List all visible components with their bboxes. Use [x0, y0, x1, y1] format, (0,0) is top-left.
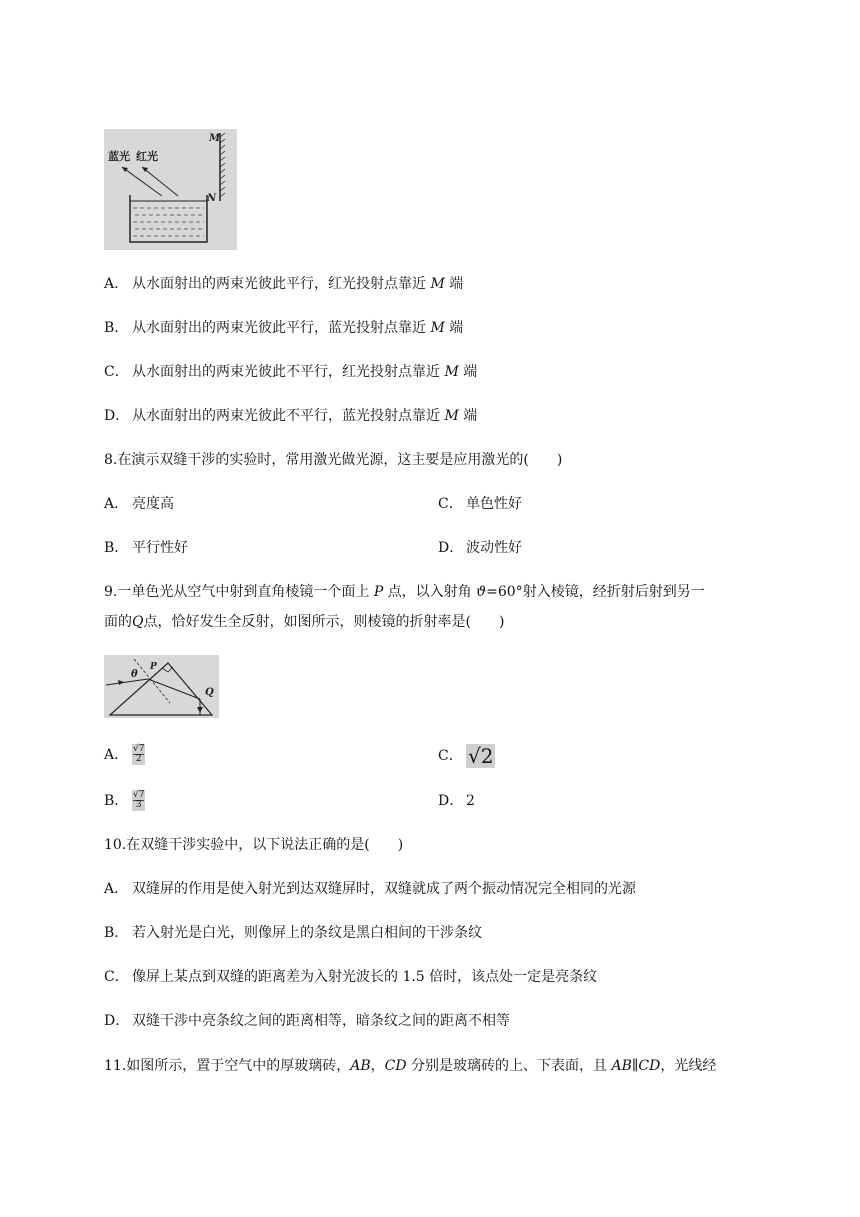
prism-diagram: [104, 655, 219, 718]
option-letter: B．: [104, 925, 129, 941]
refracted-ray: [148, 679, 200, 699]
variable-P: P: [373, 584, 384, 600]
segment-CD: CD: [638, 1058, 661, 1074]
q11-comma: ，: [370, 1058, 385, 1074]
segment-CD: CD: [384, 1058, 407, 1074]
fraction-sqrt7-over-2: [132, 744, 145, 765]
variable-M: M: [444, 408, 459, 424]
option-text: 双缝屏的作用是使入射光到达双缝屏时，双缝就成了两个振动情况完全相同的光源: [132, 881, 636, 897]
option-text: 波动性好: [466, 540, 522, 556]
label-P: P: [150, 662, 157, 672]
option-text: 从水面射出的两束光彼此平行，蓝光投射点靠近: [132, 320, 426, 336]
prism-outline: [110, 663, 212, 715]
label-Q: Q: [205, 687, 214, 698]
q8-option-c[interactable]: [438, 494, 522, 514]
fraction-sqrt7-over-3: [132, 790, 145, 811]
option-text: 双缝干涉中亮条纹之间的距离相等，暗条纹之间的距离不相等: [132, 1013, 510, 1029]
q11-text: 分别是玻璃砖的上、下表面，且: [406, 1058, 612, 1074]
q7-option-c[interactable]: [104, 362, 477, 382]
q9-option-c[interactable]: [438, 744, 495, 768]
option-letter: A．: [104, 276, 129, 292]
option-text: 平行性好: [132, 540, 188, 556]
q7-option-b[interactable]: [104, 318, 463, 338]
variable-M: M: [430, 320, 445, 336]
label-N: N: [207, 193, 217, 204]
q9-stem-text: 点，恰好发生全反射，如图所示，则棱镜的折射率是( ): [143, 614, 505, 630]
q9-option-a[interactable]: [104, 744, 145, 765]
option-letter: A．: [104, 881, 129, 897]
option-text: 从水面射出的两束光彼此不平行，红光投射点靠近: [132, 364, 440, 380]
q9-stem-text: 点，以入射角: [387, 584, 472, 600]
option-letter: C．: [438, 496, 463, 512]
label-M: M: [209, 133, 221, 144]
water-tank-diagram: [104, 129, 237, 250]
option-letter: B．: [104, 320, 129, 336]
q7-option-d[interactable]: [104, 406, 477, 426]
fraction-denominator: 2: [135, 754, 142, 764]
option-text: 亮度高: [132, 496, 174, 512]
variable-Q: Q: [132, 614, 144, 630]
variable-M: M: [430, 276, 445, 292]
incident-arrow-icon: [118, 680, 124, 685]
red-light-ray: [142, 167, 178, 196]
option-text: 从水面射出的两束光彼此平行，红光投射点靠近: [132, 276, 426, 292]
option-text: 2: [466, 793, 475, 809]
blue-light-ray: [122, 167, 162, 196]
option-text: 像屏上某点到双缝的距离差为入射光波长的 1.5 倍时，该点处一定是亮条纹: [132, 969, 598, 985]
option-letter: A．: [104, 746, 129, 763]
prism-figure: [104, 655, 219, 718]
reflected-arrow-icon: [197, 707, 203, 713]
q10-stem: 10.在双缝干涉实验中，以下说法正确的是( ): [104, 837, 404, 853]
segment-AB: AB: [611, 1058, 632, 1074]
q8-stem: 8.在演示双缝干涉的实验时，常用激光做光源，这主要是应用激光的( ): [104, 452, 563, 468]
variable-M: M: [444, 364, 459, 380]
water-tank-figure: [104, 129, 237, 250]
q8-option-d[interactable]: [438, 538, 522, 558]
water-dashes: [133, 208, 204, 236]
option-text-end: 端: [449, 320, 464, 336]
q11-stem: [104, 1056, 716, 1076]
option-letter: C．: [104, 969, 129, 985]
option-text-end: 端: [463, 408, 478, 424]
option-letter: D．: [104, 408, 130, 424]
q8-option-b[interactable]: [104, 538, 188, 558]
option-text-end: 端: [463, 364, 478, 380]
q9-option-b[interactable]: [104, 790, 145, 811]
q9-stem-text: 面的: [104, 614, 132, 630]
q10-option-d[interactable]: [104, 1011, 510, 1031]
option-letter: C．: [104, 364, 129, 380]
q9-stem-line2: [104, 612, 504, 632]
option-letter: D．: [104, 1013, 130, 1029]
sqrt2-formula: √2: [468, 744, 494, 768]
option-text-end: 端: [449, 276, 464, 292]
q10-option-b[interactable]: [104, 923, 482, 943]
q9-stem-text: =60°射入棱镜，经折射后射到另一: [486, 584, 705, 600]
q9-stem-text: 9.一单色光从空气中射到直角棱镜一个面上: [104, 584, 370, 600]
q10-option-c[interactable]: [104, 967, 597, 987]
option-text: 从水面射出的两束光彼此不平行，蓝光投射点靠近: [132, 408, 440, 424]
option-letter: B．: [104, 792, 129, 809]
q8-option-a[interactable]: [104, 494, 174, 514]
option-letter: D．: [438, 540, 464, 556]
option-letter: C．: [438, 748, 463, 764]
label-red-light: 红光: [136, 150, 158, 163]
option-letter: B．: [104, 540, 129, 556]
label-blue-light: 蓝光: [108, 150, 130, 163]
fraction-numerator: √7: [133, 744, 145, 754]
tank-outline: [130, 195, 207, 242]
option-text: 单色性好: [466, 496, 522, 512]
option-letter: A．: [104, 496, 129, 512]
fraction-numerator: √7: [133, 790, 145, 800]
q9-stem-line1: [104, 582, 705, 602]
incident-ray: [106, 679, 148, 685]
q9-option-d[interactable]: [438, 791, 475, 811]
label-theta: θ: [131, 669, 138, 680]
fraction-denominator: 3: [135, 800, 142, 810]
parallel-symbol: ∥: [631, 1058, 639, 1074]
q7-option-a[interactable]: [104, 274, 463, 294]
q11-text: 11.如图所示，置于空气中的厚玻璃砖，: [104, 1058, 351, 1074]
option-text: 若入射光是白光，则像屏上的条纹是黑白相间的干涉条纹: [132, 925, 482, 941]
q11-text: ，光线经: [660, 1058, 717, 1074]
variable-theta: ϑ: [476, 584, 487, 600]
q10-option-a[interactable]: [104, 879, 636, 899]
option-letter: D．: [438, 793, 464, 809]
segment-AB: AB: [350, 1058, 371, 1074]
